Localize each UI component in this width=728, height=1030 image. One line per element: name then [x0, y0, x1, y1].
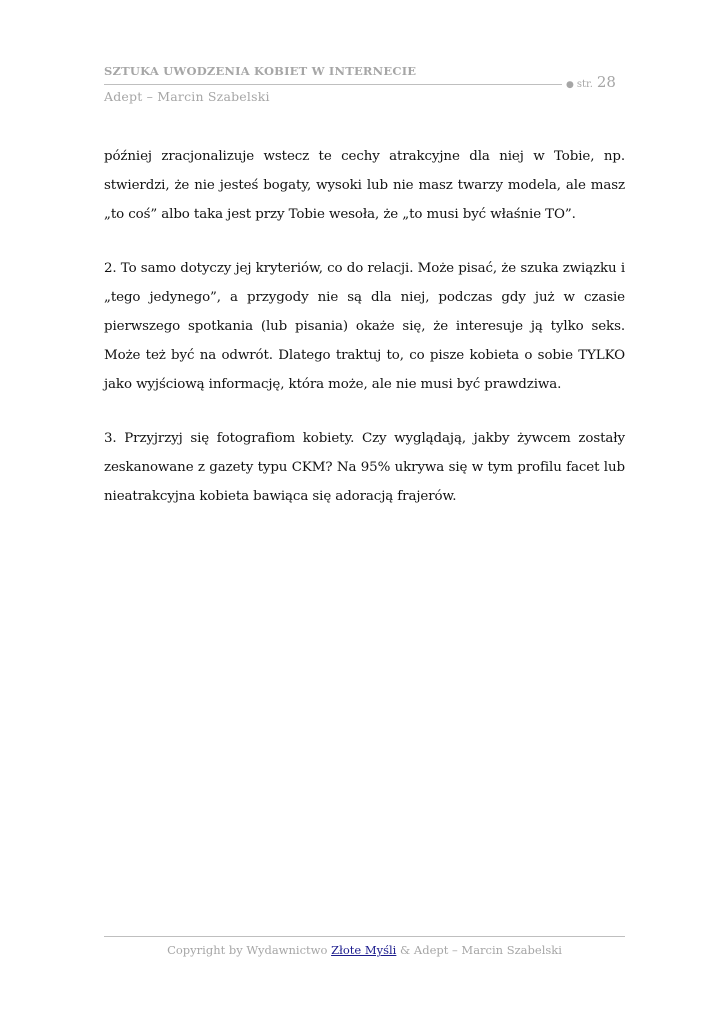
copyright-suffix: & Adept – Marcin Szabelski	[400, 943, 562, 957]
page-number-indicator	[566, 72, 616, 91]
page-body	[104, 142, 625, 536]
book-author: Adept – Marcin Szabelski	[104, 89, 270, 104]
publisher-link[interactable]: Złote Myśli	[331, 943, 397, 957]
body-paragraph: później zracjonalizuje wstecz te cechy atrakcyjne dla niej w Tobie, np. stwierdzi, że nie jesteś bogaty, wysoki lub nie masz twarzy modela, ale masz „to coś” albo taka jest przy Tobie wesoła, że „to musi być właśnie TO”.	[104, 149, 625, 222]
page-prefix: str.	[576, 79, 593, 90]
copyright-prefix: Copyright by Wydawnictwo	[167, 943, 328, 957]
header-divider	[104, 84, 562, 85]
page-header	[104, 64, 624, 114]
body-paragraph: 3. Przyjrzyj się fotografiom kobiety. Czy wyglądają, jakby żywcem zostały zeskanowane z gazety typu CKM? Na 95% ukrywa się w tym profilu facet lub nieatrakcyjna kobieta bawiąca się adoracją frajerów.	[104, 431, 625, 504]
page-number: 28	[596, 73, 616, 91]
footer-divider	[104, 936, 625, 937]
bullet-icon: ●	[566, 80, 574, 90]
body-paragraph: 2. To samo dotyczy jej kryteriów, co do relacji. Może pisać, że szuka związku i „tego jedynego”, a przygody nie są dla niej, podczas gdy już w czasie pierwszego spotkania (lub pisania) okaże się, że interesuje ją tylko seks. Może też być na odwrót. Dlatego traktuj to, co pisze kobieta o sobie TYLKO jako wyjściową informację, która może, ale nie musi być prawdziwa.	[104, 261, 625, 392]
book-title: SZTUKA UWODZENIA KOBIET W INTERNECIE	[104, 64, 417, 78]
page-footer	[104, 943, 625, 957]
